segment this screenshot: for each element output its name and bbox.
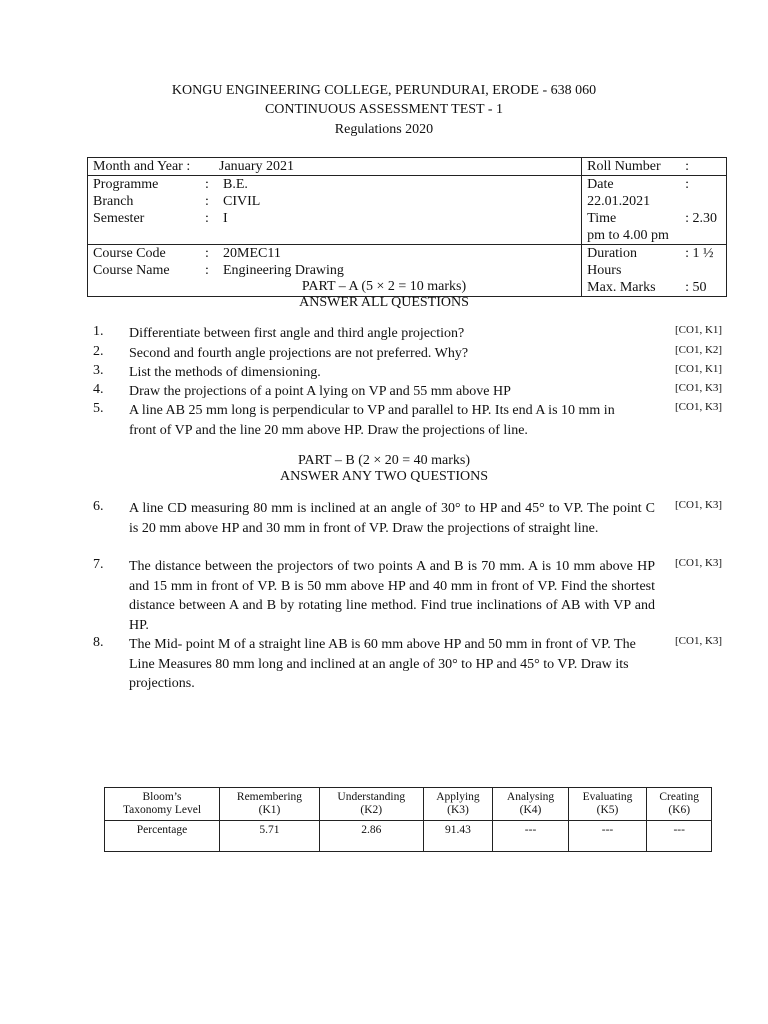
bloom-taxonomy-table [104,787,712,852]
question-text: List the methods of dimensioning. [129,365,321,380]
percentage-value: 2.86 [319,821,423,852]
bloom-header-cell: Applying (K3) [423,788,493,821]
test-title: CONTINUOUS ASSESSMENT TEST - 1 [264,102,504,117]
bloom-header-cell: Bloom’s Taxonomy Level [105,788,220,821]
question-number: 8. [93,635,104,650]
part-a-title: PART – A (5 × 2 = 10 marks) [301,279,467,294]
co-tag: [CO1, K1] [675,324,723,336]
co-tag: [CO1, K1] [675,363,723,375]
course-block: Course Code : 20MEC11 Course Name : Engineering Drawing [88,245,582,297]
question-number: 2. [93,344,104,359]
percentage-value: --- [568,821,647,852]
question-text: The distance between the projectors of two points A and B is 70 mm. A is 10 mm above HP and 15 mm in front of VP. B is 50 mm above HP and 40 mm in front of VP. Find the shortest distance between A and B by rotating line method. Find true inclinations of AB with VP and HP. [129,559,655,633]
percentage-value: 5.71 [220,821,320,852]
question-number: 7. [93,557,104,572]
question-number: 6. [93,499,104,514]
question-number: 1. [93,324,104,339]
part-b-title: PART – B (2 × 20 = 40 marks) [297,453,471,468]
date-time-block: Date : 22.01.2021 Time : 2.30 pm to 4.00 pm [582,176,727,245]
percentage-value: --- [647,821,712,852]
roll-number-cell: Roll Number : [582,158,727,176]
percentage-value: 91.43 [423,821,493,852]
bloom-header-cell: Evaluating (K5) [568,788,647,821]
bloom-header-cell: Analysing (K4) [493,788,568,821]
question-text: Differentiate between first angle and third angle projection? [129,326,465,341]
question-text: Draw the projections of a point A lying on VP and 55 mm above HP [129,384,511,399]
part-a-instruction: ANSWER ALL QUESTIONS [299,295,469,310]
bloom-percentage-row [105,821,712,852]
co-tag: [CO1, K2] [675,344,723,356]
co-tag: [CO1, K3] [675,499,723,511]
question-text: Second and fourth angle projections are not preferred. Why? [129,346,469,361]
co-tag: [CO1, K3] [675,557,723,569]
co-tag: [CO1, K3] [675,635,723,647]
college-name: KONGU ENGINEERING COLLEGE, PERUNDURAI, ERODE - 638 060 [171,83,597,98]
question-text: A line AB 25 mm long is perpendicular to VP and parallel to HP. Its end A is 10 mm in front of VP and the line 20 mm above HP. Draw the projections of line. [129,403,615,438]
question-number: 4. [93,382,104,397]
programme-block: Programme : B.E. Branch : CIVIL Semester : I [88,176,582,245]
bloom-header-cell: Creating (K6) [647,788,712,821]
question-number: 3. [93,363,104,378]
question-number: 5. [93,401,104,416]
co-tag: [CO1, K3] [675,401,723,413]
month-year-cell: Month and Year : January 2021 [88,158,582,176]
bloom-header-cell: Understanding (K2) [319,788,423,821]
exam-info-table [87,157,727,297]
question-text: The Mid- point M of a straight line AB is 60 mm above HP and 50 mm in front of VP. The Line Measures 80 mm long and inclined at an angle of 30° to HP and 45° to VP. Draw its projections. [129,637,636,691]
part-b-instruction: ANSWER ANY TWO QUESTIONS [279,469,489,484]
bloom-header-cell: Remembering (K1) [220,788,320,821]
question-text: A line CD measuring 80 mm is inclined at an angle of 30° to HP and 45° to VP. The point C is 20 mm above HP and 30 mm in front of VP. Draw the projections of straight line. [129,501,655,536]
percentage-value: --- [493,821,568,852]
percentage-label: Percentage [105,821,220,852]
co-tag: [CO1, K3] [675,382,723,394]
duration-marks-block: Duration : 1 ½ Hours Max. Marks : 50 [582,245,727,297]
regulations: Regulations 2020 [334,122,434,137]
bloom-header-row [105,788,712,821]
